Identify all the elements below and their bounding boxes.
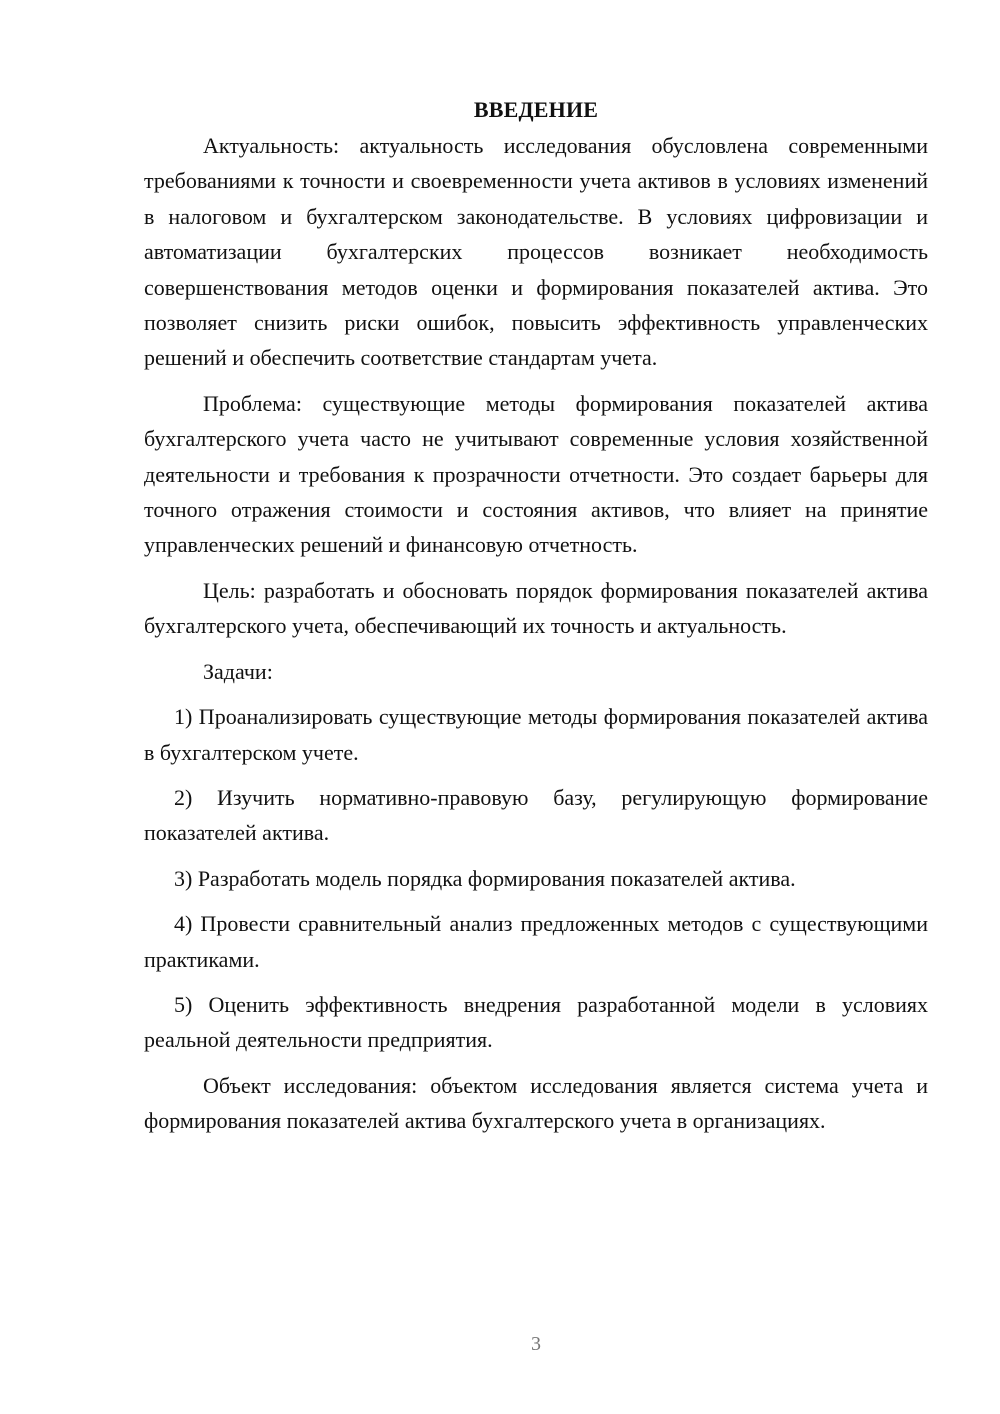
task-item-5: 5) Оценить эффективность внедрения разработанной модели в условиях реальной деятельности предприятия. bbox=[144, 991, 928, 1053]
relevance-paragraph: Актуальность: актуальность исследования обусловлена современными требованиями к точности и своевременности учета активов в условиях изменений в налоговом и бухгалтерском законодательстве. В условиях цифровизации и автоматизации бухгалтерских процессов возникает необходимость совершенствования методов оценки и формирования показателей актива. Это позволяет снизить риски ошибок, повысить эффективность управленческих решений и обеспечить соответствие стандартам учета. bbox=[144, 133, 928, 371]
problem-paragraph: Проблема: существующие методы формирования показателей актива бухгалтерского учета часто не учитывают современные условия хозяйственной деятельности и требования к прозрачности отчетности. Это создает барьеры для точного отражения стоимости и состояния активов, что влияет на принятие управленческих решений и финансовую отчетность. bbox=[144, 390, 928, 558]
task-item-3: 3) Разработать модель порядка формирования показателей актива. bbox=[174, 865, 796, 891]
task-item-1: 1) Проанализировать существующие методы формирования показателей актива в бухгалтерском учете. bbox=[144, 704, 928, 765]
page-number: 3 bbox=[531, 1333, 541, 1355]
section-title: ВВЕДЕНИЕ bbox=[473, 97, 599, 122]
document-page bbox=[144, 92, 928, 1139]
goal-paragraph: Цель: разработать и обосновать порядок формирования показателей актива бухгалтерского учета, обеспечивающий их точность и актуальность. bbox=[144, 577, 928, 639]
object-paragraph: Объект исследования: объектом исследования является система учета и формирования показателей актива бухгалтерского учета в организациях. bbox=[144, 1072, 928, 1134]
task-item-4: 4) Провести сравнительный анализ предложенных методов с существующими практиками. bbox=[144, 911, 928, 972]
tasks-heading: Задачи: bbox=[203, 658, 273, 684]
task-item-2: 2) Изучить нормативно-правовую базу, регулирующую формирование показателей актива. bbox=[144, 784, 928, 846]
